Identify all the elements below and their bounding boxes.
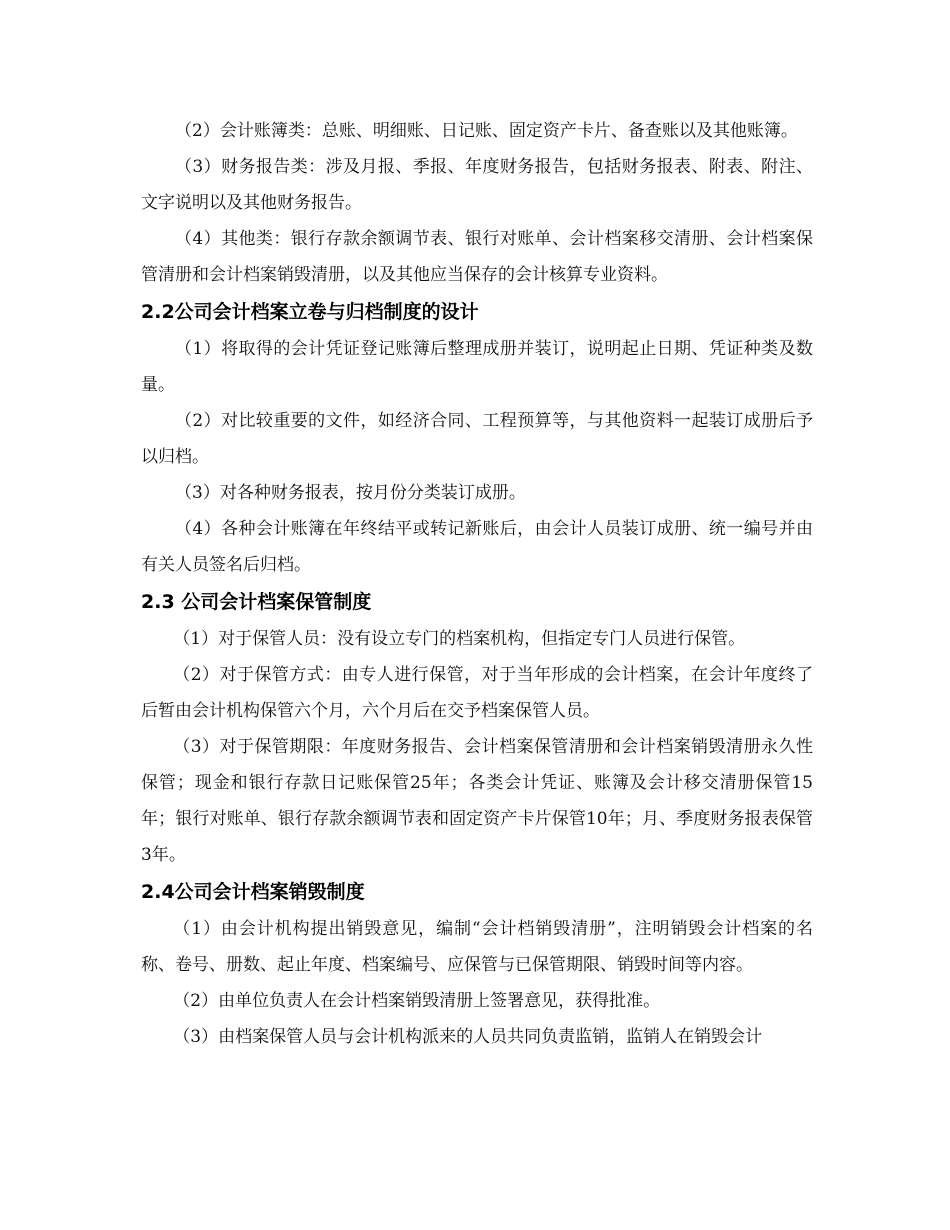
paragraph-ledger-types: （2）会计账簿类：总账、明细账、日记账、固定资产卡片、备查账以及其他账簿。 <box>175 121 798 141</box>
paragraph-custody-method: （2）对于保管方式：由专人进行保管，对于当年形成的会计档案，在会计年度终了后暂由会计机构保管六个月，六个月后在交予档案保管人员。 <box>141 665 813 721</box>
paragraph-destruction-step-3: （3）由档案保管人员与会计机构派来的人员共同负责监销，监销人在销毁会计 <box>173 1027 763 1047</box>
section-heading-2-4: 2.4公司会计档案销毁制度 <box>141 881 365 903</box>
paragraph-custody-period: （3）对于保管期限：年度财务报告、会计档案保管清册和会计档案销毁清册永久性保管；现金和银行存款日记账保管25年；各类会计凭证、账簿及会计移交清册保管15年；银行对账单、银行存款余额调节表和固定资产卡片保管10年；月、季度财务报表保管3年。 <box>141 737 813 865</box>
section-heading-2-2: 2.2公司会计档案立卷与归档制度的设计 <box>141 301 479 323</box>
paragraph-destruction-step-1: （1）由会计机构提出销毁意见，编制“会计档销毁清册”，注明销毁会计档案的名称、卷号、册数、起止年度、档案编号、应保管与已保管期限、销毁时间等内容。 <box>141 919 813 975</box>
paragraph-custody-personnel: （1）对于保管人员：没有设立专门的档案机构，但指定专门人员进行保管。 <box>173 629 746 649</box>
paragraph-filing-step-3: （3）对各种财务报表，按月份分类装订成册。 <box>175 483 526 503</box>
paragraph-other-types: （4）其他类：银行存款余额调节表、银行对账单、会计档案移交清册、会计档案保管清册和会计档案销毁清册，以及其他应当保存的会计核算专业资料。 <box>141 229 813 285</box>
section-heading-2-3: 2.3 公司会计档案保管制度 <box>141 591 372 613</box>
paragraph-filing-step-2: （2）对比较重要的文件，如经济合同、工程预算等，与其他资料一起装订成册后予以归档。 <box>141 411 813 467</box>
document-body <box>141 113 813 1055</box>
paragraph-destruction-step-2: （2）由单位负责人在会计档案销毁清册上签署意见，获得批准。 <box>173 991 661 1011</box>
paragraph-filing-step-1: （1）将取得的会计凭证登记账簿后整理成册并装订，说明起止日期、凭证种类及数量。 <box>141 339 813 395</box>
paragraph-financial-report-types: （3）财务报告类：涉及月报、季报、年度财务报告，包括财务报表、附表、附注、文字说明以及其他财务报告。 <box>141 157 813 213</box>
paragraph-filing-step-4: （4）各种会计账簿在年终结平或转记新账后，由会计人员装订成册、统一编号并由有关人员签名后归档。 <box>141 519 813 575</box>
